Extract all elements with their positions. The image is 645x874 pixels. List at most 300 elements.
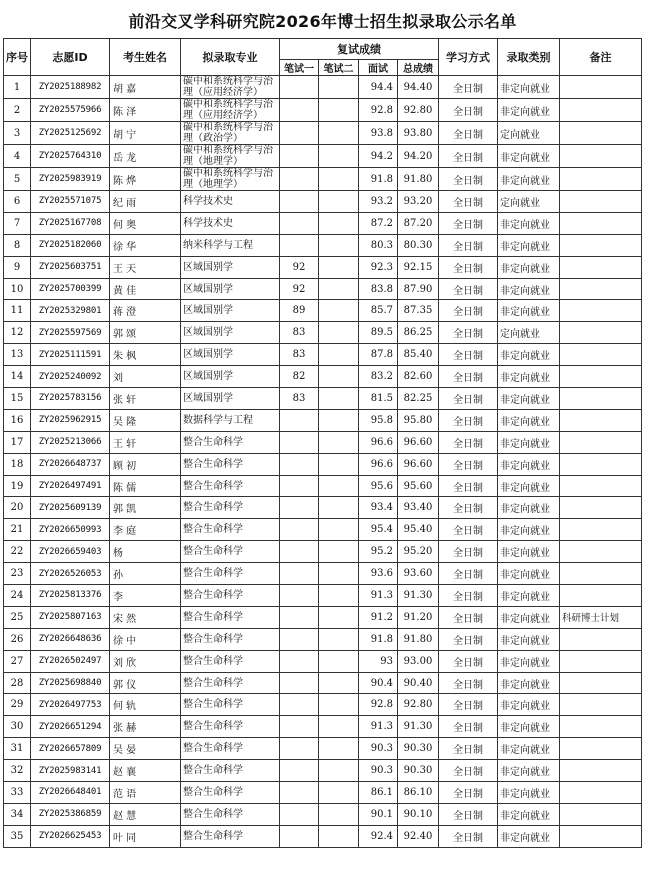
major-name: 区域国别学 [181, 322, 280, 344]
page-title: 前沿交叉学科研究院2026年博士招生拟录取公示名单 [128, 12, 517, 31]
major-name: 碳中和系统科学与治理（地理学） [181, 168, 280, 191]
interview-score: 92.8 [359, 99, 398, 122]
remark [560, 475, 642, 497]
written1-score [280, 191, 319, 213]
admission-type: 非定向就业 [498, 409, 560, 431]
interview-score: 96.6 [359, 453, 398, 475]
total-score: 90.10 [398, 803, 439, 825]
study-mode: 全日制 [439, 145, 498, 168]
written1-score [280, 585, 319, 607]
row-number: 18 [4, 453, 31, 475]
total-score: 95.60 [398, 475, 439, 497]
candidate-id: ZY2026526053 [31, 563, 110, 585]
written1-score: 83 [280, 388, 319, 410]
candidate-id: ZY2026648737 [31, 453, 110, 475]
written1-score [280, 519, 319, 541]
candidate-name: 徐 华 [110, 234, 181, 256]
study-mode: 全日制 [439, 99, 498, 122]
candidate-id: ZY2026625453 [31, 825, 110, 847]
admission-type: 非定向就业 [498, 168, 560, 191]
major-name: 整合生命科学 [181, 431, 280, 453]
written1-score [280, 431, 319, 453]
study-mode: 全日制 [439, 694, 498, 716]
written2-score [319, 738, 359, 760]
remark [560, 145, 642, 168]
study-mode: 全日制 [439, 168, 498, 191]
total-score: 91.30 [398, 716, 439, 738]
candidate-name: 顾 初 [110, 453, 181, 475]
table-row [4, 475, 642, 497]
interview-score: 91.8 [359, 168, 398, 191]
study-mode: 全日制 [439, 803, 498, 825]
total-score: 91.30 [398, 585, 439, 607]
total-score: 93.00 [398, 650, 439, 672]
candidate-id: ZY2025698840 [31, 672, 110, 694]
written1-score [280, 716, 319, 738]
row-number: 7 [4, 212, 31, 234]
candidate-id: ZY2026497491 [31, 475, 110, 497]
candidate-name: 黄 佳 [110, 278, 181, 300]
study-mode: 全日制 [439, 409, 498, 431]
admission-type: 非定向就业 [498, 497, 560, 519]
written2-score [319, 803, 359, 825]
admission-type: 非定向就业 [498, 76, 560, 99]
written2-score [319, 453, 359, 475]
candidate-name: 宋 然 [110, 606, 181, 628]
total-score: 96.60 [398, 453, 439, 475]
major-name: 整合生命科学 [181, 694, 280, 716]
header-retest: 复试成绩 [280, 39, 439, 60]
interview-score: 94.4 [359, 76, 398, 99]
header-type: 录取类别 [498, 39, 560, 76]
study-mode: 全日制 [439, 344, 498, 366]
candidate-id: ZY2025240092 [31, 366, 110, 388]
total-score: 95.80 [398, 409, 439, 431]
candidate-name: 陈 泽 [110, 99, 181, 122]
candidate-id: ZY2025188982 [31, 76, 110, 99]
candidate-id: ZY2026657809 [31, 738, 110, 760]
interview-score: 95.4 [359, 519, 398, 541]
total-score: 95.40 [398, 519, 439, 541]
remark [560, 99, 642, 122]
total-score: 93.20 [398, 191, 439, 213]
candidate-name: 张 赫 [110, 716, 181, 738]
row-number: 1 [4, 76, 31, 99]
table-row [4, 760, 642, 782]
table-row [4, 825, 642, 847]
remark [560, 300, 642, 322]
remark [560, 278, 642, 300]
remark [560, 519, 642, 541]
header-major: 拟录取专业 [181, 39, 280, 76]
row-number: 31 [4, 738, 31, 760]
remark [560, 803, 642, 825]
written1-score [280, 453, 319, 475]
study-mode: 全日制 [439, 628, 498, 650]
interview-score: 95.8 [359, 409, 398, 431]
interview-score: 94.2 [359, 145, 398, 168]
remark [560, 168, 642, 191]
admission-type: 非定向就业 [498, 431, 560, 453]
written1-score [280, 803, 319, 825]
candidate-id: ZY2025700399 [31, 278, 110, 300]
major-name: 整合生命科学 [181, 672, 280, 694]
study-mode: 全日制 [439, 300, 498, 322]
table-row [4, 650, 642, 672]
admission-type: 非定向就业 [498, 99, 560, 122]
study-mode: 全日制 [439, 366, 498, 388]
total-score: 87.20 [398, 212, 439, 234]
major-name: 区域国别学 [181, 278, 280, 300]
admission-type: 非定向就业 [498, 300, 560, 322]
study-mode: 全日制 [439, 541, 498, 563]
written2-score [319, 606, 359, 628]
candidate-id: ZY2025329801 [31, 300, 110, 322]
major-name: 科学技术史 [181, 191, 280, 213]
written2-score [319, 716, 359, 738]
total-score: 92.80 [398, 99, 439, 122]
major-name: 整合生命科学 [181, 803, 280, 825]
candidate-id: ZY2025125692 [31, 122, 110, 145]
table-body [4, 76, 642, 848]
study-mode: 全日制 [439, 453, 498, 475]
table-row [4, 541, 642, 563]
interview-score: 93.6 [359, 563, 398, 585]
major-name: 碳中和系统科学与治理（政治学） [181, 122, 280, 145]
remark [560, 366, 642, 388]
written1-score [280, 475, 319, 497]
written2-score [319, 760, 359, 782]
header-note: 备注 [560, 39, 642, 76]
study-mode: 全日制 [439, 782, 498, 804]
total-score: 92.40 [398, 825, 439, 847]
candidate-name: 赵 慧 [110, 803, 181, 825]
admission-type: 非定向就业 [498, 344, 560, 366]
candidate-id: ZY2025575966 [31, 99, 110, 122]
header-mode: 学习方式 [439, 39, 498, 76]
written1-score: 92 [280, 256, 319, 278]
row-number: 33 [4, 782, 31, 804]
interview-score: 90.3 [359, 738, 398, 760]
candidate-id: ZY2025213066 [31, 431, 110, 453]
row-number: 34 [4, 803, 31, 825]
candidate-name: 胡 宁 [110, 122, 181, 145]
interview-score: 83.2 [359, 366, 398, 388]
interview-score: 95.6 [359, 475, 398, 497]
total-score: 90.30 [398, 738, 439, 760]
admission-type: 非定向就业 [498, 541, 560, 563]
total-score: 85.40 [398, 344, 439, 366]
admission-type: 非定向就业 [498, 563, 560, 585]
header-interview: 面试 [359, 60, 398, 76]
table-row [4, 563, 642, 585]
candidate-name: 孙 [110, 563, 181, 585]
written2-score [319, 563, 359, 585]
admission-type: 非定向就业 [498, 825, 560, 847]
total-score: 94.40 [398, 76, 439, 99]
total-score: 95.20 [398, 541, 439, 563]
row-number: 29 [4, 694, 31, 716]
admission-type: 定向就业 [498, 122, 560, 145]
candidate-id: ZY2025609139 [31, 497, 110, 519]
table-row [4, 497, 642, 519]
table-row [4, 122, 642, 145]
study-mode: 全日制 [439, 672, 498, 694]
remark [560, 212, 642, 234]
written2-score [319, 388, 359, 410]
study-mode: 全日制 [439, 191, 498, 213]
study-mode: 全日制 [439, 606, 498, 628]
candidate-name: 岳 龙 [110, 145, 181, 168]
table-row [4, 76, 642, 99]
total-score: 93.80 [398, 122, 439, 145]
row-number: 32 [4, 760, 31, 782]
header-name: 考生姓名 [110, 39, 181, 76]
table-row [4, 366, 642, 388]
major-name: 碳中和系统科学与治理（地理学） [181, 145, 280, 168]
remark [560, 453, 642, 475]
written2-score [319, 234, 359, 256]
major-name: 整合生命科学 [181, 825, 280, 847]
row-number: 4 [4, 145, 31, 168]
candidate-name: 叶 同 [110, 825, 181, 847]
admission-type: 非定向就业 [498, 628, 560, 650]
admission-type: 非定向就业 [498, 388, 560, 410]
remark [560, 628, 642, 650]
admission-type: 非定向就业 [498, 760, 560, 782]
total-score: 86.10 [398, 782, 439, 804]
written1-score [280, 628, 319, 650]
remark [560, 191, 642, 213]
written1-score: 89 [280, 300, 319, 322]
table-row [4, 191, 642, 213]
candidate-id: ZY2025983919 [31, 168, 110, 191]
admission-type: 非定向就业 [498, 453, 560, 475]
candidate-name: 何 奥 [110, 212, 181, 234]
candidate-id: ZY2025597569 [31, 322, 110, 344]
candidate-name: 郭 颂 [110, 322, 181, 344]
major-name: 纳米科学与工程 [181, 234, 280, 256]
row-number: 35 [4, 825, 31, 847]
admission-type: 非定向就业 [498, 672, 560, 694]
remark [560, 344, 642, 366]
interview-score: 90.4 [359, 672, 398, 694]
header-id: 志愿ID [31, 39, 110, 76]
major-name: 整合生命科学 [181, 453, 280, 475]
table-row [4, 694, 642, 716]
total-score: 90.30 [398, 760, 439, 782]
interview-score: 92.3 [359, 256, 398, 278]
row-number: 12 [4, 322, 31, 344]
row-number: 5 [4, 168, 31, 191]
admission-type: 非定向就业 [498, 738, 560, 760]
table-row [4, 409, 642, 431]
written1-score [280, 694, 319, 716]
admission-type: 非定向就业 [498, 212, 560, 234]
major-name: 区域国别学 [181, 344, 280, 366]
header-written1: 笔试一 [280, 60, 319, 76]
admission-type: 定向就业 [498, 322, 560, 344]
table-row [4, 300, 642, 322]
interview-score: 91.3 [359, 716, 398, 738]
major-name: 整合生命科学 [181, 497, 280, 519]
candidate-id: ZY2025111591 [31, 344, 110, 366]
remark [560, 322, 642, 344]
total-score: 91.80 [398, 628, 439, 650]
study-mode: 全日制 [439, 825, 498, 847]
admission-type: 非定向就业 [498, 234, 560, 256]
written2-score [319, 300, 359, 322]
admission-type: 非定向就业 [498, 256, 560, 278]
written1-score: 82 [280, 366, 319, 388]
written2-score [319, 344, 359, 366]
written1-score [280, 563, 319, 585]
candidate-name: 何 轨 [110, 694, 181, 716]
written1-score [280, 760, 319, 782]
total-score: 92.15 [398, 256, 439, 278]
written2-score [319, 672, 359, 694]
major-name: 碳中和系统科学与治理（应用经济学） [181, 76, 280, 99]
candidate-name: 刘 欣 [110, 650, 181, 672]
written1-score [280, 76, 319, 99]
admission-type: 非定向就业 [498, 366, 560, 388]
major-name: 科学技术史 [181, 212, 280, 234]
interview-score: 81.5 [359, 388, 398, 410]
total-score: 90.40 [398, 672, 439, 694]
table-row [4, 322, 642, 344]
written1-score [280, 122, 319, 145]
major-name: 整合生命科学 [181, 650, 280, 672]
written1-score [280, 650, 319, 672]
written1-score [280, 497, 319, 519]
study-mode: 全日制 [439, 212, 498, 234]
table-row [4, 256, 642, 278]
written2-score [319, 475, 359, 497]
written2-score [319, 409, 359, 431]
candidate-name: 王 天 [110, 256, 181, 278]
written2-score [319, 650, 359, 672]
written1-score [280, 672, 319, 694]
study-mode: 全日制 [439, 585, 498, 607]
remark [560, 563, 642, 585]
interview-score: 87.2 [359, 212, 398, 234]
candidate-id: ZY2026651294 [31, 716, 110, 738]
admission-type: 非定向就业 [498, 606, 560, 628]
admission-table [3, 38, 642, 848]
study-mode: 全日制 [439, 234, 498, 256]
remark: 科研博士计划 [560, 606, 642, 628]
major-name: 整合生命科学 [181, 782, 280, 804]
row-number: 24 [4, 585, 31, 607]
table-row [4, 628, 642, 650]
header-written2: 笔试二 [319, 60, 359, 76]
table-row [4, 145, 642, 168]
major-name: 整合生命科学 [181, 716, 280, 738]
study-mode: 全日制 [439, 519, 498, 541]
remark [560, 825, 642, 847]
table-row [4, 453, 642, 475]
total-score: 93.60 [398, 563, 439, 585]
row-number: 8 [4, 234, 31, 256]
row-number: 22 [4, 541, 31, 563]
written1-score [280, 825, 319, 847]
admission-type: 非定向就业 [498, 278, 560, 300]
study-mode: 全日制 [439, 122, 498, 145]
table-row [4, 99, 642, 122]
written2-score [319, 825, 359, 847]
interview-score: 92.8 [359, 694, 398, 716]
table-row [4, 388, 642, 410]
table-row [4, 431, 642, 453]
remark [560, 672, 642, 694]
total-score: 91.20 [398, 606, 439, 628]
row-number: 14 [4, 366, 31, 388]
candidate-name: 纪 雨 [110, 191, 181, 213]
row-number: 3 [4, 122, 31, 145]
study-mode: 全日制 [439, 563, 498, 585]
row-number: 23 [4, 563, 31, 585]
header-no: 序号 [4, 39, 31, 76]
candidate-name: 胡 嘉 [110, 76, 181, 99]
study-mode: 全日制 [439, 738, 498, 760]
candidate-name: 刘 [110, 366, 181, 388]
study-mode: 全日制 [439, 760, 498, 782]
interview-score: 80.3 [359, 234, 398, 256]
candidate-id: ZY2025813376 [31, 585, 110, 607]
written2-score [319, 782, 359, 804]
major-name: 整合生命科学 [181, 628, 280, 650]
major-name: 整合生命科学 [181, 541, 280, 563]
candidate-name: 陈 儒 [110, 475, 181, 497]
table-row [4, 716, 642, 738]
interview-score: 93.8 [359, 122, 398, 145]
interview-score: 87.8 [359, 344, 398, 366]
study-mode: 全日制 [439, 256, 498, 278]
study-mode: 全日制 [439, 716, 498, 738]
candidate-id: ZY2026659403 [31, 541, 110, 563]
admission-type: 非定向就业 [498, 585, 560, 607]
written2-score [319, 322, 359, 344]
candidate-name: 郭 仪 [110, 672, 181, 694]
interview-score: 93.2 [359, 191, 398, 213]
candidate-id: ZY2026502497 [31, 650, 110, 672]
candidate-name: 张 轩 [110, 388, 181, 410]
candidate-id: ZY2025386859 [31, 803, 110, 825]
candidate-name: 李 [110, 585, 181, 607]
remark [560, 76, 642, 99]
remark [560, 497, 642, 519]
header-total: 总成绩 [398, 60, 439, 76]
remark [560, 409, 642, 431]
interview-score: 91.3 [359, 585, 398, 607]
written1-score [280, 738, 319, 760]
written1-score [280, 782, 319, 804]
row-number: 26 [4, 628, 31, 650]
candidate-id: ZY2025167708 [31, 212, 110, 234]
candidate-id: ZY2026648401 [31, 782, 110, 804]
remark [560, 431, 642, 453]
remark [560, 256, 642, 278]
interview-score: 91.2 [359, 606, 398, 628]
admission-type: 非定向就业 [498, 650, 560, 672]
written2-score [319, 212, 359, 234]
candidate-name: 杨 [110, 541, 181, 563]
written2-score [319, 145, 359, 168]
admission-type: 非定向就业 [498, 716, 560, 738]
candidate-name: 徐 中 [110, 628, 181, 650]
written1-score [280, 145, 319, 168]
written2-score [319, 694, 359, 716]
